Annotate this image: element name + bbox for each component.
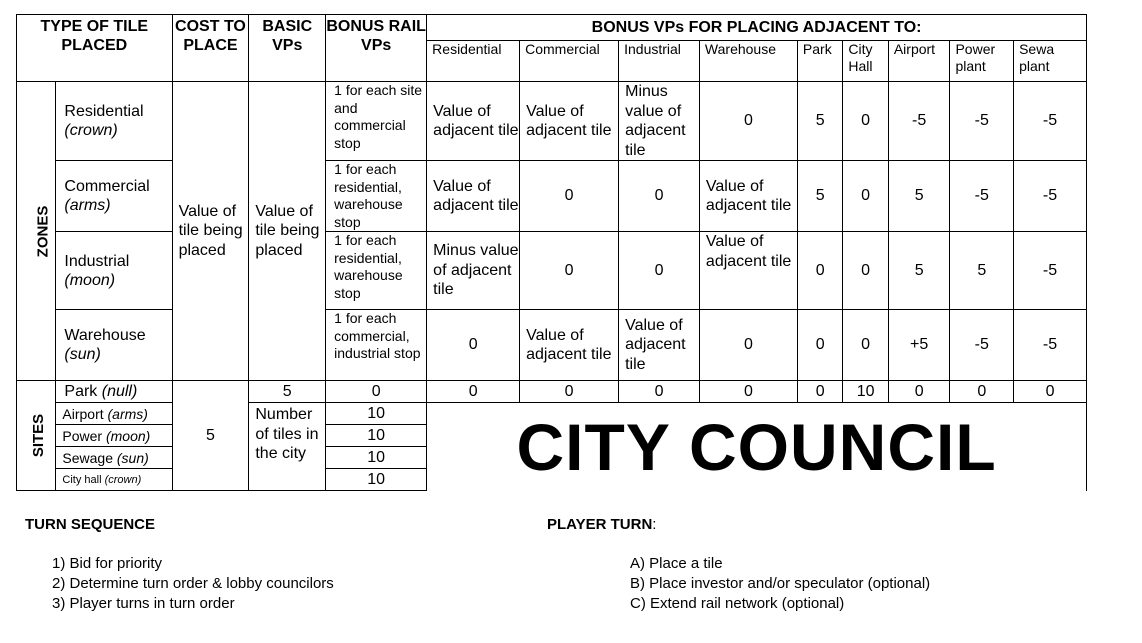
cell: Value of adjacent tile xyxy=(699,232,797,310)
list-item: A) Place a tile xyxy=(630,555,723,572)
cell: 0 xyxy=(427,310,520,381)
zone-warehouse: Warehouse (sun) xyxy=(56,310,172,381)
rail-industrial: 1 for each residential, warehouse stop xyxy=(326,232,427,310)
list-item: 2) Determine turn order & lobby councilors xyxy=(52,575,334,592)
site-city-hall: City hall (crown) xyxy=(56,469,172,491)
bonus-adjacent-header: BONUS VPs FOR PLACING ADJACENT TO: xyxy=(427,15,1087,41)
zone-commercial: Commercial (arms) xyxy=(56,161,172,232)
list-item: C) Extend rail network (optional) xyxy=(630,595,845,612)
cell: -5 xyxy=(1014,310,1087,381)
cell: 0 xyxy=(520,381,619,403)
cell: 0 xyxy=(843,232,888,310)
cell: 0 xyxy=(520,232,619,310)
cell: 0 xyxy=(797,381,842,403)
cell: 0 xyxy=(797,310,842,381)
turn-sequence-title: TURN SEQUENCE xyxy=(25,516,156,533)
col-sewa-plant: Sewa plant xyxy=(1014,41,1087,82)
park-basic-vps: 5 xyxy=(249,381,326,403)
bonus-rail-header: BONUS RAIL VPs xyxy=(326,15,427,82)
cell: 0 xyxy=(950,381,1014,403)
park-rail: 0 xyxy=(326,381,427,403)
cell: 0 xyxy=(843,161,888,232)
table-row xyxy=(17,82,1087,161)
cell: Minus value of adjacent tile xyxy=(427,232,520,310)
cell: Value of adjacent tile xyxy=(699,161,797,232)
table-row xyxy=(17,381,1087,403)
site-sewage: Sewage (sun) xyxy=(56,447,172,469)
cell: 0 xyxy=(843,310,888,381)
cell: -5 xyxy=(1014,82,1087,161)
cell: 0 xyxy=(619,161,700,232)
basic-vps-header: BASIC VPs xyxy=(249,15,326,82)
cell: 0 xyxy=(427,381,520,403)
power-rail: 10 xyxy=(326,425,427,447)
sites-label: SITES xyxy=(17,381,56,491)
col-power-plant: Power plant xyxy=(950,41,1014,82)
col-industrial: Industrial xyxy=(619,41,700,82)
cell: -5 xyxy=(888,82,950,161)
zones-label: ZONES xyxy=(17,82,56,381)
site-cost: 5 xyxy=(172,381,249,491)
cell: Minus value of adjacent tile xyxy=(619,82,700,161)
player-turn-list xyxy=(630,554,930,614)
cell: -5 xyxy=(1014,232,1087,310)
cell: 10 xyxy=(843,381,888,403)
col-city-hall: City Hall xyxy=(843,41,888,82)
cell: 0 xyxy=(843,82,888,161)
cell: 5 xyxy=(950,232,1014,310)
player-turn-title: PLAYER TURN: xyxy=(547,516,657,533)
city-hall-rail: 10 xyxy=(326,469,427,491)
zone-cost: Value of tile being placed xyxy=(172,82,249,381)
cell: 0 xyxy=(699,82,797,161)
cell: 0 xyxy=(888,381,950,403)
site-basic-vps: Number of tiles in the city xyxy=(249,403,326,491)
cell: 0 xyxy=(699,381,797,403)
game-title: CITY COUNCIL xyxy=(427,403,1087,491)
col-residential: Residential xyxy=(427,41,520,82)
cell: +5 xyxy=(888,310,950,381)
col-warehouse: Warehouse xyxy=(699,41,797,82)
cell: 5 xyxy=(888,161,950,232)
site-park: Park (null) xyxy=(56,381,172,403)
col-commercial: Commercial xyxy=(520,41,619,82)
zone-industrial: Industrial (moon) xyxy=(56,232,172,310)
cell: -5 xyxy=(950,310,1014,381)
list-item: 1) Bid for priority xyxy=(52,555,163,572)
cell: Value of adjacent tile xyxy=(619,310,700,381)
col-park: Park xyxy=(797,41,842,82)
cell: -5 xyxy=(950,161,1014,232)
zone-residential: Residential (crown) xyxy=(56,82,172,161)
site-airport: Airport (arms) xyxy=(56,403,172,425)
cell: 0 xyxy=(1014,381,1087,403)
airport-rail: 10 xyxy=(326,403,427,425)
cell: 0 xyxy=(619,381,700,403)
zone-basic-vps: Value of tile being placed xyxy=(249,82,326,381)
cell: Value of adjacent tile xyxy=(427,82,520,161)
turn-sequence-list xyxy=(52,554,334,614)
cell: 0 xyxy=(699,310,797,381)
list-item: 3) Player turns in turn order xyxy=(52,595,235,612)
rail-residential: 1 for each site and commercial stop xyxy=(326,82,427,161)
cost-header: COST TO PLACE xyxy=(172,15,249,82)
cell: Value of adjacent tile xyxy=(427,161,520,232)
cell: 5 xyxy=(888,232,950,310)
cell: 0 xyxy=(619,232,700,310)
cell: -5 xyxy=(950,82,1014,161)
cell: Value of adjacent tile xyxy=(520,310,619,381)
list-item: B) Place investor and/or speculator (optional) xyxy=(630,575,931,592)
cell: 0 xyxy=(797,232,842,310)
cell: -5 xyxy=(1014,161,1087,232)
city-council-reference-table xyxy=(16,14,1087,491)
rail-commercial: 1 for each residential, warehouse stop xyxy=(326,161,427,232)
cell: 0 xyxy=(520,161,619,232)
cell: Value of adjacent tile xyxy=(520,82,619,161)
cell: 5 xyxy=(797,82,842,161)
sewage-rail: 10 xyxy=(326,447,427,469)
cell: 5 xyxy=(797,161,842,232)
site-power: Power (moon) xyxy=(56,425,172,447)
col-airport: Airport xyxy=(888,41,950,82)
rail-warehouse: 1 for each commercial, industrial stop xyxy=(326,310,427,381)
type-of-tile-header: TYPE OF TILE PLACED xyxy=(17,15,173,82)
